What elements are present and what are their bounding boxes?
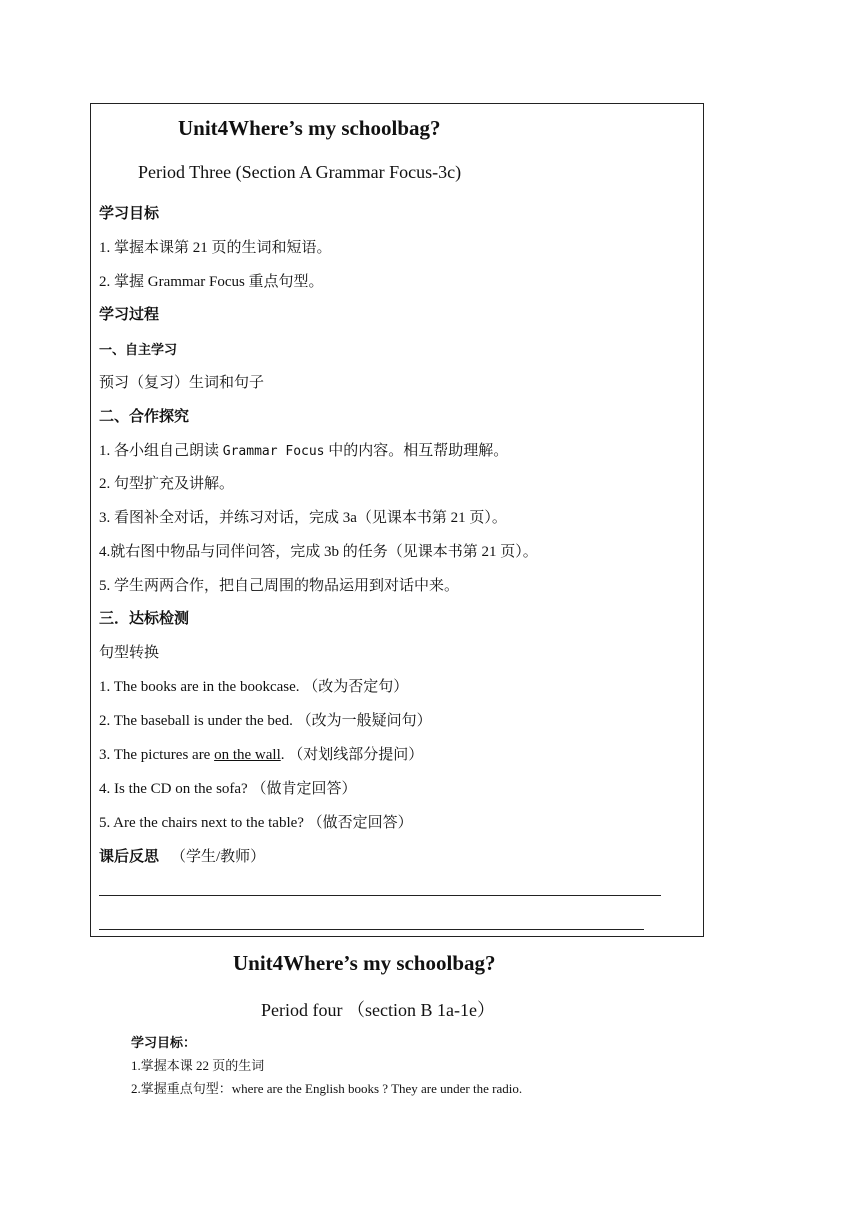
self-study-heading: 一、自主学习 bbox=[99, 343, 178, 358]
reflection-answer-line-1 bbox=[99, 895, 661, 896]
coop-item-1-suffix: 中的内容。相互帮助理解。 bbox=[324, 443, 509, 459]
test-item-4: 4. Is the CD on the sofa? （做肯定回答） bbox=[99, 781, 357, 797]
reflection-note: （学生/教师） bbox=[171, 849, 266, 865]
coop-item-2: 2. 句型扩充及讲解。 bbox=[99, 476, 235, 492]
test-item-3-suffix: . （对划线部分提问） bbox=[280, 747, 424, 763]
next-goal-1: 1.掌握本课 22 页的生词 bbox=[131, 1058, 265, 1073]
process-heading: 学习过程 bbox=[99, 305, 160, 323]
next-lesson-subtitle: Period four （section B 1a-1e） bbox=[261, 1000, 495, 1020]
coop-item-1-prefix: 1. 各小组自己朗读 bbox=[99, 443, 223, 459]
coop-item-1 bbox=[99, 439, 508, 460]
coop-item-4: 4.就右图中物品与同伴问答，完成 3b 的任务（见课本书第 21 页）。 bbox=[99, 544, 538, 560]
next-lesson-title: Unit4Where’s my schoolbag? bbox=[233, 951, 496, 975]
coop-item-3: 3. 看图补全对话，并练习对话，完成 3a（见课本书第 21 页）。 bbox=[99, 510, 507, 526]
reflection-label: 课后反思 bbox=[99, 847, 160, 865]
lesson-title: Unit4Where’s my schoolbag? bbox=[178, 116, 441, 140]
coop-heading: 二、合作探究 bbox=[99, 407, 190, 425]
goal-item-2: 2. 掌握 Grammar Focus 重点句型。 bbox=[99, 274, 324, 290]
test-heading: 三．达标检测 bbox=[99, 609, 190, 627]
next-goal-2: 2.掌握重点句型：where are the English books ? They are under the radio. bbox=[131, 1081, 523, 1096]
reflection-answer-line-2 bbox=[99, 929, 644, 930]
test-item-3-prefix: 3. The pictures are bbox=[99, 747, 215, 763]
test-item-3 bbox=[99, 743, 423, 764]
goal-item-1: 1. 掌握本课第 21 页的生词和短语。 bbox=[99, 240, 332, 256]
lesson-subtitle: Period Three (Section A Grammar Focus-3c) bbox=[138, 162, 462, 182]
reflection bbox=[99, 845, 265, 866]
next-goals-heading: 学习目标： bbox=[131, 1036, 197, 1051]
test-item-2: 2. The baseball is under the bed. （改为一般疑问句） bbox=[99, 713, 432, 729]
test-item-1: 1. The books are in the bookcase. （改为否定句） bbox=[99, 679, 409, 695]
self-study-text: 预习（复习）生词和句子 bbox=[99, 375, 265, 391]
coop-item-1-grammar-focus: Grammar Focus bbox=[222, 444, 325, 459]
test-item-3-underlined: on the wall bbox=[214, 747, 281, 763]
coop-item-5: 5. 学生两两合作，把自己周围的物品运用到对话中来。 bbox=[99, 578, 460, 594]
goals-heading: 学习目标 bbox=[99, 204, 160, 222]
test-subheading: 句型转换 bbox=[99, 645, 160, 661]
test-item-5: 5. Are the chairs next to the table? （做否定回答） bbox=[99, 815, 413, 831]
